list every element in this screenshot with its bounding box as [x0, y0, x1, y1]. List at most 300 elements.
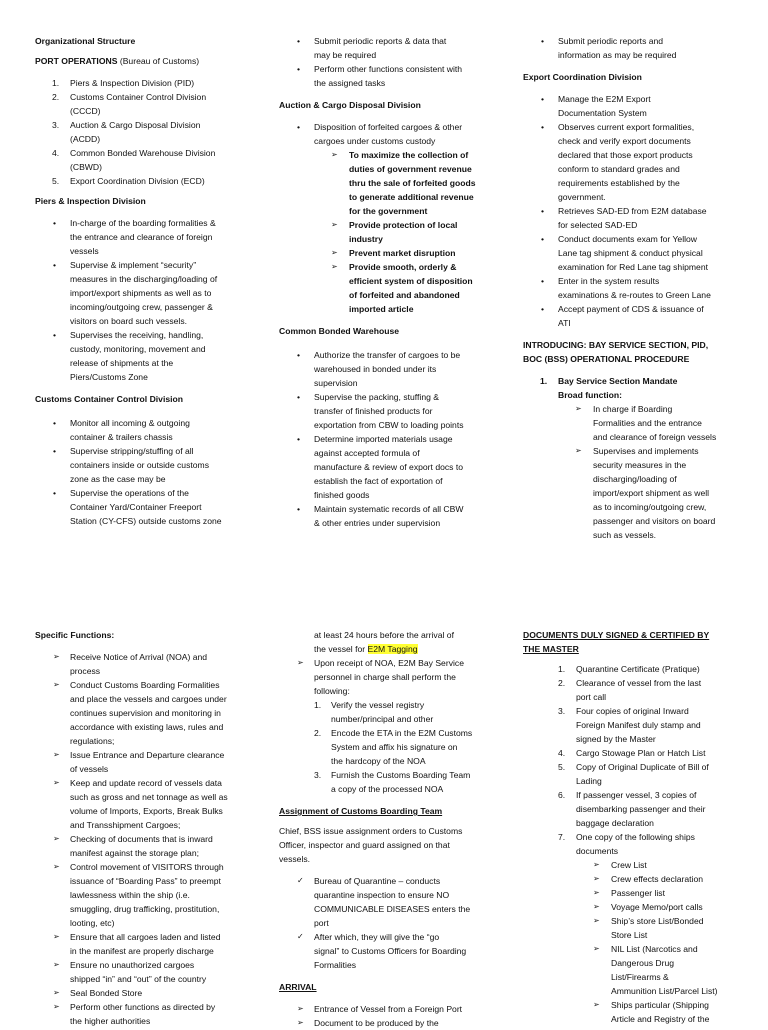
arrow-bullet-icon: ➢	[297, 658, 304, 667]
bullet-icon: •	[541, 276, 545, 286]
column-right	[523, 34, 753, 540]
list-item-line: for selected SAD-ED	[558, 220, 638, 230]
list-item-line: such as vessels.	[593, 530, 657, 540]
list-item	[279, 432, 504, 502]
list-item-line: may be required	[314, 50, 377, 60]
check-icon: ✓	[297, 932, 304, 941]
list-item-line: COMMUNICABLE DISEASES enters the	[314, 904, 471, 914]
list-item-line: information as may be required	[558, 50, 677, 60]
spacer	[279, 994, 504, 1002]
list-item-line: Ensure no unauthorized cargoes	[70, 960, 195, 970]
list-item-line: Perform other functions consistent with	[314, 64, 463, 74]
list-item-line: Supervise the packing, stuffing &	[314, 392, 440, 402]
arrow-bullet-icon: ➢	[53, 1002, 60, 1011]
list-item-line: Monitor all incoming & outgoing	[70, 418, 190, 428]
spacer	[523, 330, 753, 338]
list-item-line: Export Coordination Division (ECD)	[70, 176, 205, 186]
list-item-line: port	[314, 918, 329, 928]
list-item-line: Passenger list	[611, 888, 665, 898]
list-item-line: transfer of finished products for	[314, 406, 433, 416]
list-item-line: Ships particular (Shipping	[611, 1000, 709, 1010]
spacer	[279, 338, 504, 348]
item-number: 1.	[558, 664, 566, 674]
list-item	[35, 860, 260, 930]
document-item	[523, 760, 753, 788]
section-heading: Assignment of Customs Boarding Team	[279, 806, 443, 816]
list-item-line: such as gross and net tonnage as well as	[70, 792, 228, 802]
column-right	[523, 628, 753, 1024]
list-item-line: thru the sale of forfeited goods	[349, 178, 476, 188]
list-item-line: Customs Container Control Division	[70, 92, 207, 102]
spacer	[523, 366, 753, 374]
list-item-line: volume of Imports, Exports, Break Bulks	[70, 806, 223, 816]
arrow-bullet-icon: ➢	[593, 860, 600, 869]
list-item-line: Cargo Stowage Plan or Hatch List	[576, 748, 706, 758]
bullet-icon: •	[297, 392, 301, 402]
item-number: 6.	[558, 790, 566, 800]
list-item-line: examinations & re-routes to Green Lane	[558, 290, 711, 300]
list-item-line: Verify the vessel registry	[331, 700, 425, 710]
list-item-line: Container Yard/Container Freeport	[70, 502, 202, 512]
list-item	[35, 958, 260, 986]
list-item-line: ATI	[558, 318, 571, 328]
mandate-heading	[523, 374, 753, 402]
list-item-line: manufacture & review of export docs to	[314, 462, 464, 472]
arrow-bullet-icon: ➢	[593, 944, 600, 953]
list-item-line: Ensure that all cargoes laden and listed	[70, 932, 221, 942]
list-item-line: examination for Red Lane tag shipment	[558, 262, 709, 272]
list-item-line: Piers/Customs Zone	[70, 372, 148, 382]
arrow-bullet-icon: ➢	[593, 1000, 600, 1009]
noa-step	[279, 726, 504, 768]
item-number: 3.	[314, 770, 322, 780]
list-item	[35, 678, 260, 748]
list-item	[523, 942, 753, 998]
spacer	[35, 208, 260, 216]
list-item	[523, 204, 753, 232]
section-heading: Specific Functions:	[35, 630, 115, 640]
list-item-line: Crew List	[611, 860, 647, 870]
port-operations-label: PORT OPERATIONS	[35, 56, 118, 66]
arrow-bullet-icon: ➢	[331, 220, 338, 229]
list-item-line: finished goods	[314, 490, 370, 500]
item-number: 2.	[558, 678, 566, 688]
column-left	[35, 34, 260, 526]
list-item	[523, 402, 753, 444]
item-number: 1.	[52, 78, 60, 88]
spacer	[35, 384, 260, 392]
spacer	[523, 62, 753, 70]
list-item-line: accordance with existing laws, rules and	[70, 722, 224, 732]
arrow-bullet-icon: ➢	[593, 902, 600, 911]
bullet-icon: •	[53, 418, 57, 428]
list-item-line: vessels	[70, 246, 99, 256]
document-item	[523, 704, 753, 746]
list-item-line: establish the fact of exportation of	[314, 476, 443, 486]
list-item-line: disembarking passenger and their	[576, 804, 706, 814]
document-item	[523, 676, 753, 704]
list-item-line: discharging/loading of	[593, 474, 677, 484]
list-item-line: Retrieves SAD-ED from E2M database	[558, 206, 707, 216]
bullet-icon: •	[541, 94, 545, 104]
bullet-icon: •	[541, 234, 545, 244]
item-number: 7.	[558, 832, 566, 842]
list-item	[35, 986, 260, 1000]
document-item	[523, 830, 753, 858]
arrow-bullet-icon: ➢	[593, 888, 600, 897]
list-item-line: & other entries under supervision	[314, 518, 441, 528]
spacer	[279, 972, 504, 980]
list-item-line: incoming/outgoing crew, passenger &	[70, 302, 213, 312]
list-item-line: Clearance of vessel from the last	[576, 678, 702, 688]
list-item-line: signed by the Master	[576, 734, 656, 744]
list-item-line: following:	[314, 686, 350, 696]
list-item-line: After which, they will give the “go	[314, 932, 440, 942]
spacer	[523, 84, 753, 92]
item-number: 4.	[52, 148, 60, 158]
list-item-line: Common Bonded Warehouse Division	[70, 148, 216, 158]
bullet-icon: •	[53, 446, 57, 456]
list-item-line: check and verify export documents	[558, 136, 691, 146]
item-number: 5.	[52, 176, 60, 186]
list-item-line: import/export shipments as well as to	[70, 288, 212, 298]
division-item	[35, 174, 260, 188]
list-item-line: and clearance of foreign vessels	[593, 432, 717, 442]
list-item-line: Conduct Customs Boarding Formalities	[70, 680, 220, 690]
section-heading: Auction & Cargo Disposal Division	[279, 100, 421, 110]
list-item-line: In charge if Boarding	[593, 404, 673, 414]
list-item-line: duties of government revenue	[349, 164, 472, 174]
arrow-bullet-icon: ➢	[53, 750, 60, 759]
bullet-icon: •	[297, 350, 301, 360]
mandate-title: Bay Service Section Mandate	[558, 376, 678, 386]
continued-line	[279, 642, 504, 656]
arrow-bullet-icon: ➢	[53, 652, 60, 661]
arrow-bullet-icon: ➢	[593, 916, 600, 925]
page-title: Organizational Structure	[35, 36, 136, 46]
list-item-line: regulations;	[70, 736, 115, 746]
section-heading: Piers & Inspection Division	[35, 196, 146, 206]
list-item	[279, 62, 504, 90]
bullet-icon: •	[53, 260, 57, 270]
list-item-line: imported article	[349, 304, 414, 314]
list-item-line: and place the vessels and cargoes under	[70, 694, 227, 704]
list-item-line: Dangerous Drug	[611, 958, 675, 968]
list-item-line: personnel in charge shall perform the	[314, 672, 456, 682]
bullet-icon: •	[541, 206, 545, 216]
list-item	[35, 258, 260, 328]
list-item	[279, 148, 504, 218]
division-item	[35, 76, 260, 90]
list-item	[35, 776, 260, 832]
bullet-icon: •	[541, 122, 545, 132]
check-icon: ✓	[297, 876, 304, 885]
list-item-line: requirements established by the	[558, 178, 680, 188]
section-heading: BOC (BSS) OPERATIONAL PROCEDURE	[523, 354, 690, 364]
list-item-line: release of shipments at the	[70, 358, 174, 368]
list-item-line: measures in the discharging/loading of	[70, 274, 218, 284]
list-item-line: Article and Registry of the	[611, 1014, 710, 1024]
list-item	[523, 34, 753, 62]
list-item-line: custody, monitoring, movement and	[70, 344, 206, 354]
item-number: 3.	[558, 706, 566, 716]
list-item	[279, 656, 504, 698]
list-item-line: Control movement of VISITORS through	[70, 862, 224, 872]
noa-step	[279, 768, 504, 796]
list-item-line: Prevent market disruption	[349, 248, 456, 258]
list-item	[279, 218, 504, 246]
list-item	[35, 748, 260, 776]
list-item-line: NIL List (Narcotics and	[611, 944, 698, 954]
list-item	[523, 92, 753, 120]
spacer	[35, 642, 260, 650]
spacer	[279, 866, 504, 874]
arrow-bullet-icon: ➢	[53, 778, 60, 787]
arrow-bullet-icon: ➢	[297, 1018, 304, 1027]
list-item-line: Lading	[576, 776, 602, 786]
list-item	[523, 914, 753, 942]
list-item-line: Supervise the operations of the	[70, 488, 189, 498]
item-number: 2.	[52, 92, 60, 102]
spacer	[35, 406, 260, 416]
section-heading: THE MASTER	[523, 644, 579, 654]
list-item	[279, 260, 504, 316]
list-item-line: Voyage Memo/port calls	[611, 902, 703, 912]
division-item	[35, 146, 260, 174]
broad-function-title: Broad function:	[558, 390, 622, 400]
list-item-line: Issue Entrance and Departure clearance	[70, 750, 225, 760]
list-item-line: (CBWD)	[70, 162, 102, 172]
list-item-line: baggage declaration	[576, 818, 654, 828]
list-item-line: Copy of Original Duplicate of Bill of	[576, 762, 709, 772]
list-item-line: of vessels	[70, 764, 109, 774]
list-item-line: (ACDD)	[70, 134, 101, 144]
list-item	[523, 900, 753, 914]
list-item-line: Four copies of original Inward	[576, 706, 689, 716]
list-item-line: Conduct documents exam for Yellow	[558, 234, 698, 244]
list-item-line: Enter in the system results	[558, 276, 660, 286]
list-item-line: the higher authorities	[70, 1016, 151, 1026]
list-item	[279, 390, 504, 432]
arrow-bullet-icon: ➢	[297, 1004, 304, 1013]
list-item-line: the entrance and clearance of foreign	[70, 232, 213, 242]
list-item-line: One copy of the following ships	[576, 832, 695, 842]
list-item-line: supervision	[314, 378, 358, 388]
list-item-line: Supervise stripping/stuffing of all	[70, 446, 194, 456]
list-item	[35, 650, 260, 678]
bullet-icon: •	[541, 36, 545, 46]
list-item-line: the hardcopy of the NOA	[331, 756, 426, 766]
list-item	[279, 34, 504, 62]
list-item-line: Foreign Manifest duly stamp and	[576, 720, 701, 730]
bullet-icon: •	[53, 218, 57, 228]
spacer	[279, 316, 504, 324]
list-item-line: Store List	[611, 930, 648, 940]
list-item	[35, 1000, 260, 1028]
list-item-line: conform to standard grades and	[558, 164, 680, 174]
list-item	[279, 246, 504, 260]
list-item-line: process	[70, 666, 101, 676]
list-item	[35, 444, 260, 486]
list-item-line: Encode the ETA in the E2M Customs	[331, 728, 473, 738]
list-item-line: Provide protection of local	[349, 220, 458, 230]
list-item-line: containers inside or outside customs	[70, 460, 210, 470]
arrow-bullet-icon: ➢	[53, 932, 60, 941]
arrow-bullet-icon: ➢	[53, 862, 60, 871]
paragraph-line: Officer, inspector and guard assigned on that	[279, 840, 450, 850]
list-item	[35, 832, 260, 860]
list-item-line: Station (CY-CFS) outside customs zone	[70, 516, 222, 526]
bullet-icon: •	[53, 488, 57, 498]
spacer	[279, 796, 504, 804]
list-item-line: Accept payment of CDS & issuance of	[558, 304, 704, 314]
arrow-bullet-icon: ➢	[53, 960, 60, 969]
page-bottom	[0, 512, 768, 1028]
list-item-line: against accepted formula of	[314, 448, 420, 458]
list-item-line: Formalities and the entrance	[593, 418, 702, 428]
list-item-line: efficient system of disposition	[349, 276, 473, 286]
list-item	[523, 998, 753, 1026]
list-item-line: Keep and update record of vessels data	[70, 778, 222, 788]
list-item-line: Piers & Inspection Division (PID)	[70, 78, 195, 88]
list-item-line: Receive Notice of Arrival (NOA) and	[70, 652, 208, 662]
list-item	[279, 930, 504, 972]
list-item-line: Seal Bonded Store	[70, 988, 143, 998]
list-item-line: Authorize the transfer of cargoes to be	[314, 350, 461, 360]
list-item-line: Determine imported materials usage	[314, 434, 453, 444]
document-item	[523, 746, 753, 760]
section-heading: ARRIVAL	[279, 982, 317, 992]
list-item-line: Supervise & implement “security”	[70, 260, 197, 270]
list-item	[523, 886, 753, 900]
column-middle	[279, 34, 504, 528]
list-item-line: shipped “in” and “out” of the country	[70, 974, 207, 984]
document-item	[523, 662, 753, 676]
list-item-line: If passenger vessel, 3 copies of	[576, 790, 697, 800]
spacer	[279, 112, 504, 120]
list-item-line: Observes current export formalities,	[558, 122, 695, 132]
list-item-line: exportation from CBW to loading points	[314, 420, 464, 430]
list-item-line: Maintain systematic records of all CBW	[314, 504, 464, 514]
list-item-line: import/export shipment as well	[593, 488, 710, 498]
list-item-line: Perform other functions as directed by	[70, 1002, 216, 1012]
list-item	[279, 1002, 504, 1016]
list-item	[523, 302, 753, 330]
list-item-line: Auction & Cargo Disposal Division	[70, 120, 201, 130]
list-item-line: Bureau of Quarantine – conducts	[314, 876, 441, 886]
list-item-line: Ship’s store List/Bonded	[611, 916, 704, 926]
list-item-line: signal” to Customs Officers for Boarding	[314, 946, 467, 956]
noa-step	[279, 698, 504, 726]
list-item-line: (CCCD)	[70, 106, 101, 116]
list-item-line: industry	[349, 234, 383, 244]
list-item-line: and Transshipment Cargoes;	[70, 820, 181, 830]
arrow-bullet-icon: ➢	[331, 150, 338, 159]
list-item-line: lawlessness within the ship (i.e.	[70, 890, 190, 900]
arrow-bullet-icon: ➢	[331, 262, 338, 271]
list-item-line: Submit periodic reports and	[558, 36, 664, 46]
spacer	[279, 90, 504, 98]
list-item-line: Disposition of forfeited cargoes & other	[314, 122, 463, 132]
list-item-line: Furnish the Customs Boarding Team	[331, 770, 471, 780]
list-item-line: looting, etc)	[70, 918, 115, 928]
list-item-line: Document to be produced by the	[314, 1018, 439, 1028]
list-item-line: of forfeited and abandoned	[349, 290, 460, 300]
list-item-line: continues supervision and monitoring in	[70, 708, 221, 718]
arrow-bullet-icon: ➢	[53, 834, 60, 843]
list-item-line: To maximize the collection of	[349, 150, 469, 160]
list-item-line: quarantine inspection to ensure NO	[314, 890, 450, 900]
list-item-line: in the manifest are properly discharge	[70, 946, 214, 956]
arrow-bullet-icon: ➢	[593, 874, 600, 883]
arrow-bullet-icon: ➢	[53, 680, 60, 689]
division-item	[35, 118, 260, 146]
bullet-icon: •	[297, 434, 301, 444]
highlighted-text: E2M Tagging	[367, 644, 418, 654]
list-item-line: Provide smooth, orderly &	[349, 262, 457, 272]
list-item-line: container & trailers chassis	[70, 432, 173, 442]
continued-line: at least 24 hours before the arrival of	[314, 630, 454, 640]
list-item-line: security measures in the	[593, 460, 687, 470]
arrow-bullet-icon: ➢	[53, 988, 60, 997]
spacer	[35, 68, 260, 76]
list-item	[523, 274, 753, 302]
list-item-line: passenger and visitors on board	[593, 516, 716, 526]
list-item-line: Upon receipt of NOA, E2M Bay Service	[314, 658, 464, 668]
list-item-line: zone as the case may be	[70, 474, 166, 484]
list-item-line: Supervises the receiving, handling,	[70, 330, 204, 340]
bullet-icon: •	[53, 330, 57, 340]
port-operations-note: (Bureau of Customs)	[117, 56, 200, 66]
column-left	[35, 628, 260, 1024]
list-item	[523, 120, 753, 204]
bullet-icon: •	[541, 304, 545, 314]
list-item-line: visitors on board such vessels.	[70, 316, 188, 326]
list-item-line: documents	[576, 846, 619, 856]
list-item	[35, 216, 260, 258]
list-item-line: Manage the E2M Export	[558, 94, 651, 104]
continued-text: the vessel for	[314, 644, 368, 654]
list-item-line: to generate additional revenue	[349, 192, 474, 202]
list-item	[35, 328, 260, 384]
document-item	[523, 788, 753, 830]
item-number: 1.	[314, 700, 322, 710]
list-item	[523, 232, 753, 274]
list-item-line: Submit periodic reports & data that	[314, 36, 447, 46]
list-item-line: Formalities	[314, 960, 357, 970]
list-item-line: for the government	[349, 206, 428, 216]
list-item	[523, 858, 753, 872]
list-item-line: Ammunition List/Parcel List)	[611, 986, 718, 996]
list-item-line: a copy of the processed NOA	[331, 784, 444, 794]
list-item-line: Lane tag shipment & conduct physical	[558, 248, 703, 258]
item-number: 1.	[540, 376, 548, 386]
list-item	[279, 874, 504, 930]
list-item-line: Checking of documents that is inward	[70, 834, 213, 844]
arrow-bullet-icon: ➢	[575, 404, 582, 413]
section-heading: DOCUMENTS DULY SIGNED & CERTIFIED BY	[523, 630, 710, 640]
list-item-line: port call	[576, 692, 607, 702]
list-item-line: warehoused in bonded under its	[314, 364, 437, 374]
list-item	[279, 348, 504, 390]
arrow-bullet-icon: ➢	[331, 248, 338, 257]
item-number: 5.	[558, 762, 566, 772]
division-item	[35, 90, 260, 118]
section-heading: Common Bonded Warehouse	[279, 326, 399, 336]
list-item	[279, 120, 504, 148]
section-heading: INTRODUCING: BAY SERVICE SECTION, PID,	[523, 340, 709, 350]
list-item	[523, 872, 753, 886]
